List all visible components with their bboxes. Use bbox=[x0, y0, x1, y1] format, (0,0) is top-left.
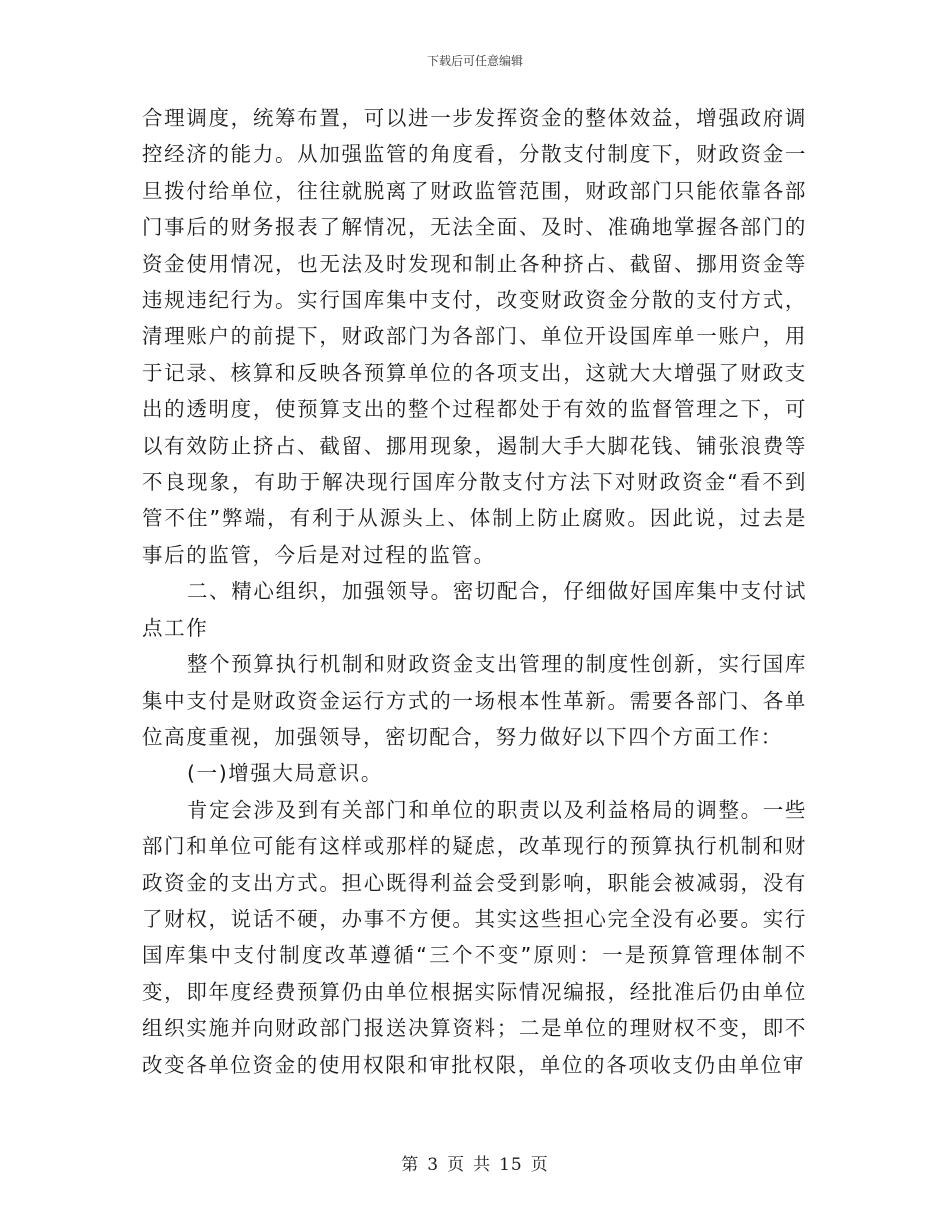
footer-label-ye: 页 bbox=[530, 1155, 549, 1175]
page-footer bbox=[0, 1150, 950, 1175]
document-body bbox=[142, 100, 807, 1083]
header-note: 下载后可任意编辑 bbox=[426, 54, 523, 68]
total-page-count: 15 bbox=[499, 1155, 523, 1175]
paragraph: 肯定会涉及到有关部门和单位的职责以及利益格局的调整。一些部门和单位可能有这样或那样的疑虑，改革现行的预算执行机制和财政资金的支出方式。担心既得利益会受到影响，职能会被减弱，没有了财权，说话不硬，办事不方便。其实这些担心完全没有必要。实行国库集中支付制度改革遵循“三个不变”原则：一是预算管理体制不变，即年度经费预算仍由单位根据实际情况编报，经批准后仍由单位组织实施并向财政部门报送决算资料；二是单位的理财权不变，即不改变各单位资金的使用权限和审批权限，单位的各项收支仍由单位审 bbox=[142, 797, 807, 1077]
section-heading: 二、精心组织，加强领导。密切配合，仔细做好国库集中支付试点工作 bbox=[142, 579, 807, 640]
subsection-heading: (一)增强大局意识。 bbox=[187, 761, 383, 786]
current-page-number: 3 bbox=[427, 1155, 440, 1175]
paragraph-continuation: 合理调度，统筹布置，可以进一步发挥资金的整体效益，增强政府调控经济的能力。从加强监管的角度看，分散支付制度下，财政资金一旦拨付给单位，往往就脱离了财政监管范围，财政部门只能依靠各部门事后的财务报表了解情况，无法全面、及时、准确地掌握各部门的资金使用情况，也无法及时发现和制止各种挤占、截留、挪用资金等违规违纪行为。实行国库集中支付，改变财政资金分散的支付方式，清理账户的前提下，财政部门为各部门、单位开设国库单一账户，用于记录、核算和反映各预算单位的各项支出，这就大大增强了财政支出的透明度，使预算支出的整个过程都处于有效的监督管理之下，可以有效防止挤占、截留、挪用现象，遏制大手大脚花钱、铺张浪费等不良现象，有助于解决现行国库分散支付方法下对财政资金“看不到管不住”弊端，有利于从源头上、体制上防止腐败。因此说，过去是事后的监管，今后是对过程的监管。 bbox=[142, 106, 807, 567]
footer-label-di: 第 bbox=[401, 1155, 420, 1175]
paragraph: 整个预算执行机制和财政资金支出管理的制度性创新，实行国库集中支付是财政资金运行方式的一场根本性革新。需要各部门、各单位高度重视，加强领导，密切配合，努力做好以下四个方面工作： bbox=[142, 652, 807, 749]
footer-label-gong: 共 bbox=[473, 1155, 492, 1175]
footer-label-ye: 页 bbox=[447, 1155, 466, 1175]
